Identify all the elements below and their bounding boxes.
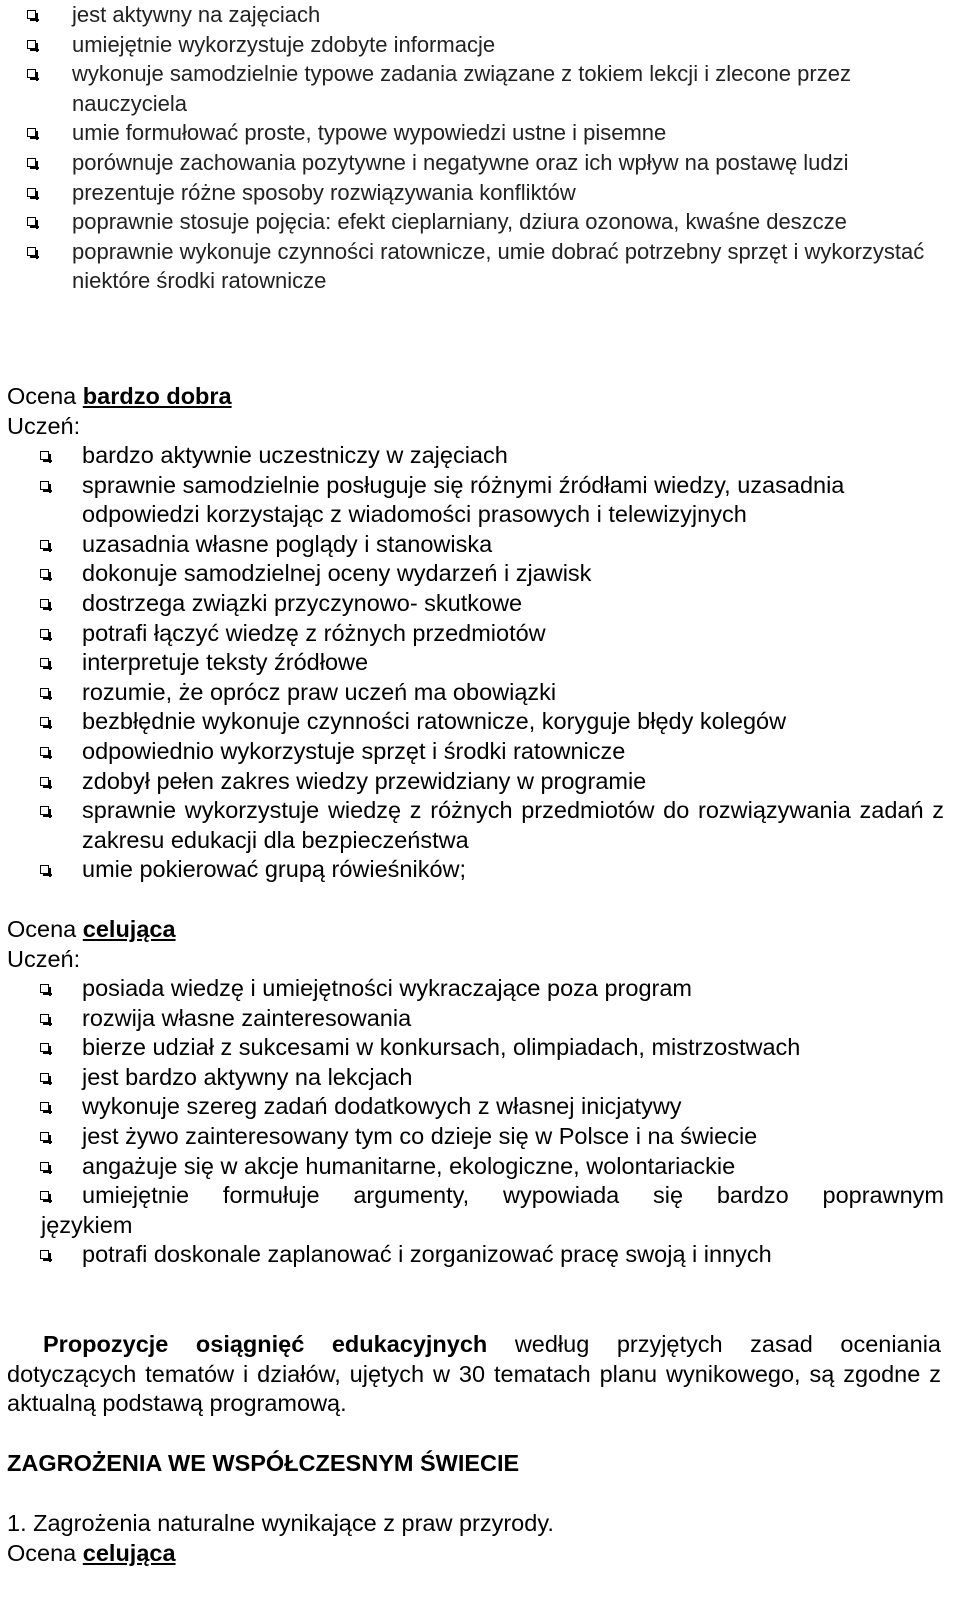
list-item-continuation: językiem (41, 1211, 133, 1238)
list-item-text: sprawnie wykorzystuje wiedzę z różnych przedmiotów do rozwiązywania zadań z zakresu edukacji dla bezpieczeństwa (82, 797, 944, 853)
checkbox-bullet-icon (40, 451, 49, 460)
list-item (0, 118, 960, 148)
checkbox-bullet-icon (27, 128, 36, 137)
list-item (0, 207, 960, 237)
checkbox-bullet-icon (27, 247, 36, 256)
list-item (0, 1063, 960, 1093)
list-item-text: potrafi doskonale zaplanować i zorganizować pracę swoją i innych (82, 1241, 772, 1268)
list-item-text: rozumie, że oprócz praw uczeń ma obowiązki (82, 678, 557, 705)
checkbox-bullet-icon (40, 599, 49, 608)
list-item-text: bezbłędnie wykonuje czynności ratownicze, koryguje błędy kolegów (82, 708, 787, 735)
checkbox-bullet-icon (40, 806, 49, 815)
grade-heading-excellent-2 (7, 1538, 176, 1568)
list-item-text: rozwija własne zainteresowania (82, 1004, 412, 1031)
list-item (0, 1240, 960, 1270)
list-item-text: porównuje zachowania pozytywne i negatywne oraz ich wpływ na postawę ludzi (72, 149, 849, 175)
grade-name: celująca (82, 1540, 176, 1566)
list-item (0, 1092, 960, 1122)
list-item-text: umiejętnie wykorzystuje zdobyte informacje (72, 31, 496, 57)
list-item (0, 178, 960, 208)
list-item-text: umie formułować proste, typowe wypowiedzi ustne i pisemne (72, 120, 667, 146)
checkbox-bullet-icon (40, 1132, 49, 1141)
checkbox-bullet-icon (27, 69, 36, 78)
proposal-text: według przyjętych zasad oceniania dotyczących tematów i działów, ujętych w 30 tematach planu wynikowego, są zgodne z aktualną podstawą programową. (7, 1331, 941, 1417)
checkbox-bullet-icon (40, 658, 49, 667)
checkbox-bullet-icon (27, 40, 36, 49)
checkbox-bullet-icon (40, 1073, 49, 1082)
list-item-text: umie pokierować grupą rówieśników; (82, 856, 467, 883)
list-item (0, 30, 960, 60)
list-item-text: angażuje się w akcje humanitarne, ekologiczne, wolontariackie (82, 1152, 736, 1179)
grade-name: celująca (82, 916, 176, 942)
list-item (0, 471, 960, 530)
list-item-text: poprawnie wykonuje czynności ratownicze, umie dobrać potrzebny sprzęt i wykorzystać niektóre środki ratownicze (72, 238, 925, 294)
checkbox-bullet-icon (40, 540, 49, 549)
student-label: Uczeń: (7, 946, 81, 972)
checkbox-bullet-icon (40, 629, 49, 638)
list-item-text: dostrzega związki przyczynowo- skutkowe (82, 589, 523, 616)
list-item-text: wykonuje szereg zadań dodatkowych z własnej inicjatywy (82, 1093, 682, 1120)
grade-prefix: Ocena (7, 916, 83, 942)
list-item-text: potrafi łączyć wiedzę z różnych przedmiotów (82, 619, 546, 646)
grade-prefix: Ocena (7, 1540, 83, 1566)
list-item-text: sprawnie samodzielnie posługuje się różnymi źródłami wiedzy, uzasadnia odpowiedzi korzystając z wiadomości prasowych i telewizyjnych (82, 471, 845, 528)
list-item-text: jest bardzo aktywny na lekcjach (82, 1063, 413, 1090)
list-item (0, 767, 960, 797)
checkbox-bullet-icon (40, 1014, 49, 1023)
list-item (0, 441, 960, 471)
list-item (0, 648, 960, 678)
checkbox-bullet-icon (27, 158, 36, 167)
subsection-heading: 1. Zagrożenia naturalne wynikające z praw przyrody. (7, 1510, 554, 1536)
checkbox-bullet-icon (40, 1250, 49, 1259)
list-item-text: posiada wiedzę i umiejętności wykraczające poza program (82, 975, 692, 1001)
checkbox-bullet-icon (40, 569, 49, 578)
list-item (0, 1152, 960, 1182)
list-item-text: zdobył pełen zakres wiedzy przewidziany w programie (82, 767, 647, 794)
checkbox-bullet-icon (40, 984, 49, 993)
list-item-text: bierze udział z sukcesami w konkursach, olimpiadach, mistrzostwach (82, 1034, 801, 1061)
list-item (0, 559, 960, 589)
list-item (0, 737, 960, 767)
section-title: ZAGROŻENIA WE WSPÓŁCZESNYM ŚWIECIE (7, 1450, 520, 1476)
list-item (0, 148, 960, 178)
grade-heading-very-good (7, 381, 232, 411)
list-item (0, 59, 960, 118)
criteria-list-excellent (0, 974, 960, 1270)
checkbox-bullet-icon (40, 1043, 49, 1052)
list-item (0, 1004, 960, 1034)
list-item-text: poprawnie stosuje pojęcia: efekt cieplarniany, dziura ozonowa, kwaśne deszcze (72, 209, 847, 235)
checkbox-bullet-icon (40, 747, 49, 756)
grade-heading-excellent (7, 914, 176, 944)
list-item-text: dokonuje samodzielnej oceny wydarzeń i zjawisk (82, 560, 592, 587)
list-item (0, 619, 960, 649)
list-item (0, 1181, 960, 1211)
proposal-paragraph (7, 1330, 941, 1419)
list-item (0, 237, 960, 296)
checkbox-bullet-icon (40, 717, 49, 726)
student-label: Uczeń: (7, 413, 81, 439)
list-item (0, 796, 960, 855)
list-item (0, 678, 960, 708)
list-item (0, 707, 960, 737)
list-item-text: wykonuje samodzielnie typowe zadania związane z tokiem lekcji i zlecone przez nauczyciela (72, 61, 851, 116)
checkbox-bullet-icon (40, 1162, 49, 1171)
checkbox-bullet-icon (40, 865, 49, 874)
list-item (0, 855, 960, 885)
list-item-text: interpretuje teksty źródłowe (82, 649, 369, 676)
checkbox-bullet-icon (27, 188, 36, 197)
list-item (0, 1122, 960, 1152)
criteria-list-very-good (0, 441, 960, 885)
checkbox-bullet-icon (40, 777, 49, 786)
proposal-bold: Propozycje osiągnięć edukacyjnych (43, 1331, 488, 1357)
grade-name: bardzo dobra (82, 383, 232, 409)
list-item-text: jest żywo zainteresowany tym co dzieje się w Polsce i na świecie (82, 1122, 758, 1149)
list-item-text: bardzo aktywnie uczestniczy w zajęciach (82, 442, 508, 468)
list-item (0, 0, 960, 30)
list-item-text: odpowiednio wykorzystuje sprzęt i środki ratownicze (82, 737, 626, 764)
checkbox-bullet-icon (40, 1102, 49, 1111)
grade-prefix: Ocena (7, 383, 83, 409)
checkbox-bullet-icon (27, 217, 36, 226)
list-item-text: umiejętnie formułuje argumenty, wypowiada się bardzo poprawnym (82, 1182, 944, 1209)
criteria-list-good (0, 0, 960, 296)
list-item-text: jest aktywny na zajęciach (72, 2, 321, 27)
checkbox-bullet-icon (40, 1191, 49, 1200)
list-item (0, 974, 960, 1004)
list-item-text: prezentuje różne sposoby rozwiązywania konfliktów (72, 179, 576, 205)
list-item (0, 1033, 960, 1063)
checkbox-bullet-icon (40, 481, 49, 490)
list-item-text: uzasadnia własne poglądy i stanowiska (82, 530, 493, 557)
list-item (0, 589, 960, 619)
checkbox-bullet-icon (27, 10, 36, 19)
list-item (0, 530, 960, 560)
checkbox-bullet-icon (40, 688, 49, 697)
